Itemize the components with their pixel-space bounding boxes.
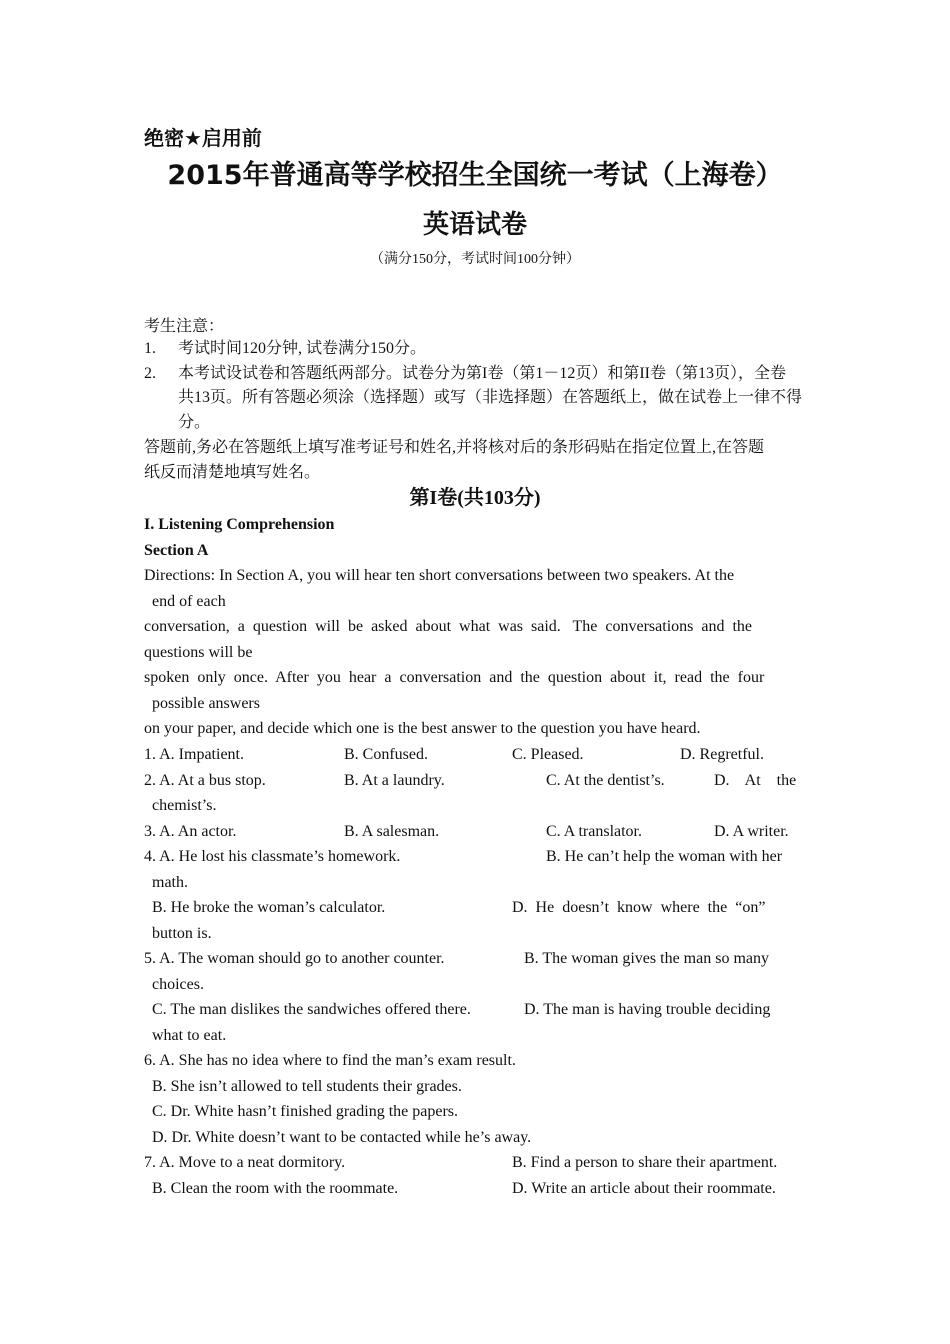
part-title: 第I卷(共103分) — [409, 487, 541, 509]
option-a: 2. A. At a bus stop. — [144, 772, 266, 789]
notice-item-text: 考试时间120分钟, 试卷满分150分。 — [178, 340, 427, 357]
option-a: 4. A. He lost his classmate’s homework. — [144, 848, 401, 865]
option-d: D. Write an article about their roommate. — [512, 1180, 776, 1197]
option-a: 5. A. The woman should go to another counter. — [144, 950, 445, 967]
option-b: B. Confused. — [344, 746, 428, 763]
option-c: C. A translator. — [546, 823, 642, 840]
confidential-mark: 绝密★启用前 — [144, 126, 262, 150]
option-d-cont: button is. — [152, 925, 212, 942]
question-6-option-b: B. She isn’t allowed to tell students their grades. — [152, 1078, 462, 1095]
exam-subtitle: 英语试卷 — [422, 210, 527, 240]
directions-line: end of each — [152, 593, 226, 610]
directions-line: questions will be — [144, 644, 253, 661]
full-mark-note: （满分150分，考试时间100分钟） — [370, 252, 580, 267]
option-c: C. Pleased. — [512, 746, 584, 763]
section-a-heading: Section A — [144, 542, 209, 559]
option-c: B. He broke the woman’s calculator. — [152, 899, 386, 916]
option-d: D. He doesn’t know where the “on” — [512, 899, 766, 916]
option-b: B. Find a person to share their apartment. — [512, 1154, 778, 1171]
option-d-cont: chemist’s. — [152, 797, 217, 814]
exam-title: 2015年普通高等学校招生全国统一考试（上海卷） — [167, 160, 783, 191]
option-d: D. The man is having trouble deciding — [524, 1001, 771, 1018]
directions-line: possible answers — [152, 695, 260, 712]
option-d: D. A writer. — [714, 823, 789, 840]
question-6-option-c: C. Dr. White hasn’t finished grading the papers. — [152, 1103, 459, 1120]
directions-line: on your paper, and decide which one is the best answer to the question you have heard. — [144, 720, 701, 737]
notice-heading: 考生注意： — [144, 318, 225, 335]
notice-item-text: 本考试设试卷和答题纸两部分。试卷分为第I卷（第1－12页）和第II卷（第13页），全卷 — [178, 365, 786, 382]
notice-tail: 答题前,务必在答题纸上填写准考证号和姓名,并将核对后的条形码贴在指定位置上,在答题 — [144, 439, 765, 456]
option-d: D. Regretful. — [680, 746, 764, 763]
option-b: B. He can’t help the woman with her — [546, 848, 783, 865]
option-a: 1. A. Impatient. — [144, 746, 244, 763]
option-d: D. At the — [714, 772, 797, 789]
notice-tail: 纸反而清楚地填写姓名。 — [144, 464, 321, 481]
option-b: B. At a laundry. — [344, 772, 445, 789]
option-a: 3. A. An actor. — [144, 823, 237, 840]
option-c: B. Clean the room with the roommate. — [152, 1180, 399, 1197]
option-d-cont: what to eat. — [152, 1027, 227, 1044]
notice-item-text: 共13页。所有答题必须涂（选择题）或写（非选择题）在答题纸上，做在试卷上一律不得 — [178, 389, 803, 406]
question-6-option-d: D. Dr. White doesn’t want to be contacted while he’s away. — [152, 1129, 532, 1146]
option-c: C. The man dislikes the sandwiches offered there. — [152, 1001, 471, 1018]
directions-line: spoken only once. After you hear a conversation and the question about it, read the four — [144, 669, 765, 686]
notice-item-number: 2. — [144, 365, 156, 382]
option-b: B. A salesman. — [344, 823, 440, 840]
section-heading: I. Listening Comprehension — [144, 516, 335, 533]
option-a: 7. A. Move to a neat dormitory. — [144, 1154, 346, 1171]
notice-item-number: 1. — [144, 340, 156, 357]
option-b-cont: math. — [152, 874, 188, 891]
option-b: B. The woman gives the man so many — [524, 950, 769, 967]
option-c: C. At the dentist’s. — [546, 772, 665, 789]
directions-line: Directions: In Section A, you will hear ten short conversations between two speakers. At the — [144, 567, 735, 584]
option-b-cont: choices. — [152, 976, 204, 993]
question-6-option-a: 6. A. She has no idea where to find the man’s exam result. — [144, 1052, 516, 1069]
notice-item-text: 分。 — [178, 414, 211, 431]
directions-line: conversation, a question will be asked about what was said. The conversations and the — [144, 618, 753, 635]
